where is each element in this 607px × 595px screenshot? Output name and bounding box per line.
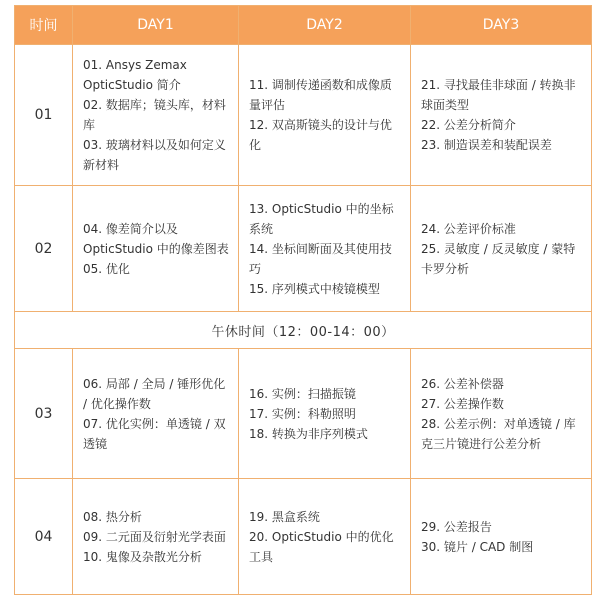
topic-item: 21. 寻找最佳非球面 / 转换非球面类型 [421, 78, 576, 112]
topic-item: 06. 局部 / 全局 / 锤形优化 / 优化操作数 [83, 376, 226, 411]
topic-item: 22. 公差分析简介 [421, 118, 516, 132]
topic-item: 01. Ansys Zemax OpticStudio 简介 [83, 58, 187, 92]
day3-cell [411, 186, 592, 312]
topic-item: 29. 公差报告 [421, 519, 492, 534]
day2-cell [239, 45, 411, 186]
topic-item: 04. 像差简介以及OpticStudio 中的像差图表 [83, 221, 229, 256]
time-cell: 02 [15, 186, 73, 312]
time-cell: 04 [15, 479, 73, 595]
topic-item: 23. 制造误差和装配误差 [421, 138, 552, 152]
topic-item: 17. 实例：科勒照明 [249, 406, 356, 421]
day2-cell [239, 479, 411, 595]
table-row [15, 45, 592, 186]
topic-item: 24. 公差评价标准 [421, 221, 516, 236]
header-time: 时间 [15, 6, 73, 45]
topic-item: 20. OpticStudio 中的优化工具 [249, 529, 394, 564]
topic-item: 13. OpticStudio 中的坐标系统 [249, 201, 394, 236]
topic-item: 19. 黑盒系统 [249, 509, 320, 524]
topic-item: 08. 热分析 [83, 509, 142, 524]
time-cell: 01 [15, 45, 73, 186]
topic-item: 27. 公差操作数 [421, 396, 504, 411]
schedule-table [14, 5, 592, 595]
table-row [15, 349, 592, 479]
lunch-break-label: 午休时间（12：00-14：00） [15, 312, 592, 349]
topic-item: 14. 坐标间断面及其使用技巧 [249, 241, 392, 276]
time-cell: 03 [15, 349, 73, 479]
day1-cell [73, 186, 239, 312]
topic-item: 25. 灵敏度 / 反灵敏度 / 蒙特卡罗分析 [421, 241, 576, 276]
day1-cell [73, 349, 239, 479]
topic-item: 15. 序列模式中棱镜模型 [249, 281, 380, 296]
topic-item: 09. 二元面及衍射光学表面 [83, 529, 226, 544]
topic-item: 11. 调制传递函数和成像质量评估 [249, 78, 392, 112]
day2-cell [239, 186, 411, 312]
topic-item: 28. 公差示例：对单透镜 / 库克三片镜进行公差分析 [421, 416, 576, 451]
day1-cell [73, 45, 239, 186]
topic-item: 03. 玻璃材料以及如何定义新材料 [83, 138, 226, 172]
topic-item: 10. 鬼像及杂散光分析 [83, 549, 202, 564]
topic-item: 18. 转换为非序列模式 [249, 426, 368, 441]
topic-item: 16. 实例：扫描振镜 [249, 386, 356, 401]
topic-item: 07. 优化实例：单透镜 / 双透镜 [83, 416, 226, 451]
day3-cell [411, 349, 592, 479]
header-day2: DAY2 [239, 6, 411, 45]
day2-cell [239, 349, 411, 479]
topic-item: 02. 数据库；镜头库，材料库 [83, 98, 226, 132]
topic-item: 30. 镜片 / CAD 制图 [421, 539, 534, 554]
table-row [15, 479, 592, 595]
header-day3: DAY3 [411, 6, 592, 45]
topic-item: 05. 优化 [83, 261, 130, 276]
header-day1: DAY1 [73, 6, 239, 45]
header-row [15, 6, 592, 45]
day1-cell [73, 479, 239, 595]
day3-cell [411, 45, 592, 186]
day3-cell [411, 479, 592, 595]
topic-item: 26. 公差补偿器 [421, 376, 504, 391]
topic-item: 12. 双高斯镜头的设计与优化 [249, 118, 392, 152]
lunch-break-row [15, 312, 592, 349]
table-row [15, 186, 592, 312]
